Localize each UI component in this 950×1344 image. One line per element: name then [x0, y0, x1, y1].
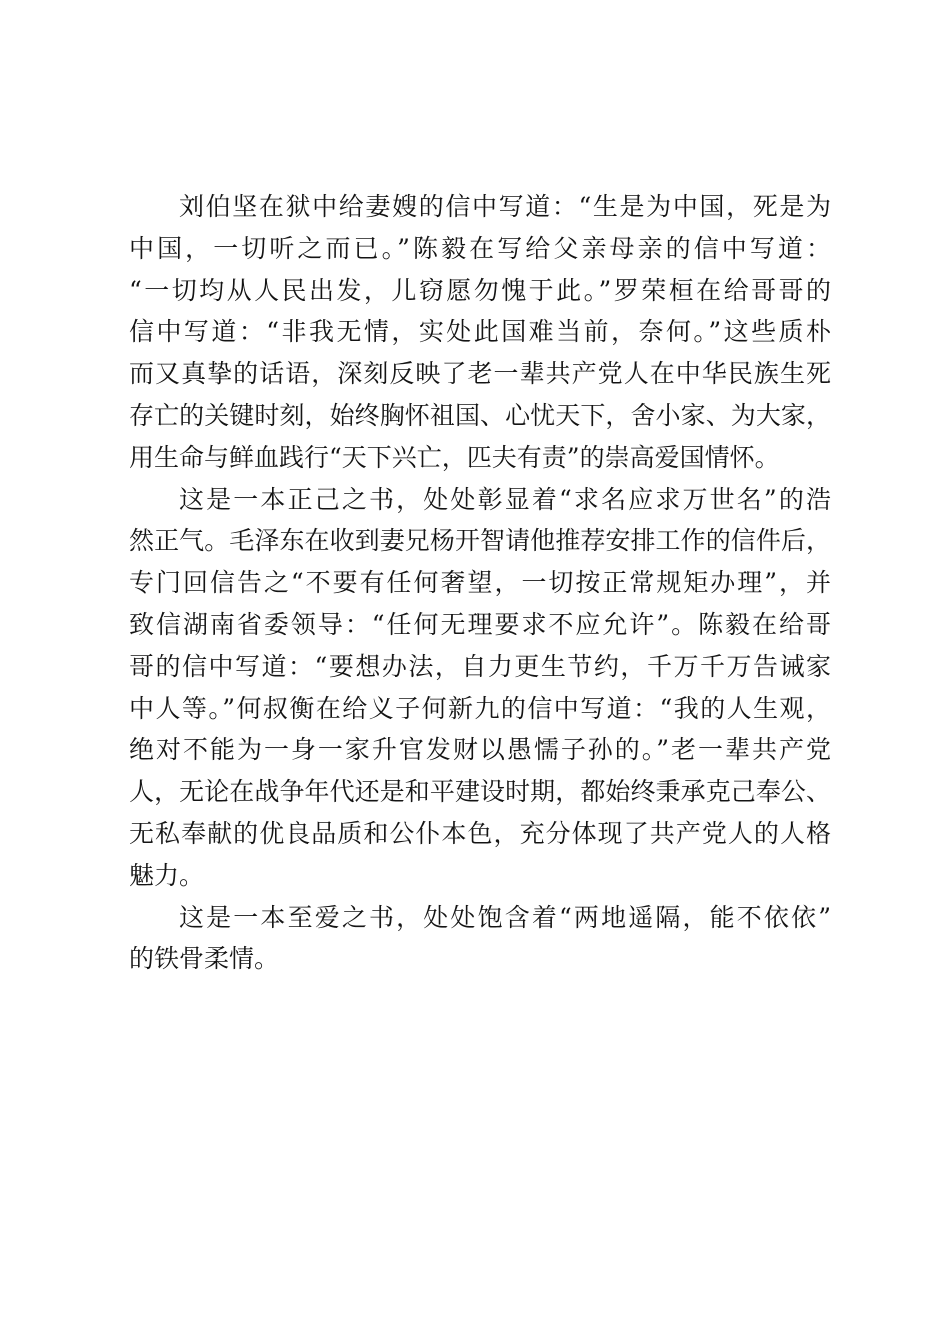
document-body — [129, 186, 831, 980]
text-line: 而又真挚的话语，深刻反映了老一辈共产党人在中华民族生死 — [129, 359, 831, 389]
text-line: 绝对不能为一身一家升官发财以愚懦子孙的。”老一辈共产党 — [129, 735, 831, 765]
paragraph-1 — [129, 186, 831, 479]
text-line: 无私奉献的优良品质和公仆本色，充分体现了共产党人的人格 — [129, 818, 831, 848]
text-line: 专门回信告之“不要有任何奢望，一切按正常规矩办理”，并 — [129, 568, 831, 598]
text-line: 魅力。 — [129, 860, 205, 890]
text-line: 的铁骨柔情。 — [129, 944, 280, 974]
text-line: 然正气。毛泽东在收到妻兄杨开智请他推荐安排工作的信件后， — [129, 526, 831, 556]
text-line: “一切均从人民出发，儿窃愿勿愧于此。”罗荣桓在给哥哥的 — [129, 275, 831, 305]
text-line: 用生命与鲜血践行“天下兴亡，匹夫有责”的崇高爱国情怀。 — [129, 442, 780, 472]
text-line: 哥的信中写道：“要想办法，自力更生节约，千万千万告诫家 — [129, 651, 831, 681]
paragraph-2 — [129, 479, 831, 897]
paragraph-3 — [129, 897, 831, 981]
text-line: 这是一本正己之书，处处彰显着“求名应求万世名”的浩 — [179, 484, 831, 514]
text-line: 中人等。”何叔衡在给义子何新九的信中写道：“我的人生观， — [129, 693, 831, 723]
text-line: 中国，一切听之而已。”陈毅在写给父亲母亲的信中写道： — [129, 233, 831, 263]
text-line: 致信湖南省委领导：“任何无理要求不应允许”。陈毅在给哥 — [129, 609, 831, 639]
text-line: 刘伯坚在狱中给妻嫂的信中写道：“生是为中国，死是为 — [179, 192, 831, 221]
text-line: 存亡的关键时刻，始终胸怀祖国、心忧天下，舍小家、为大家， — [129, 400, 831, 430]
text-line: 人，无论在战争年代还是和平建设时期，都始终秉承克己奉公、 — [129, 777, 831, 807]
text-line: 这是一本至爱之书，处处饱含着“两地遥隔，能不依依” — [179, 902, 831, 932]
text-line: 信中写道：“非我无情，实处此国难当前，奈何。”这些质朴 — [129, 317, 831, 347]
